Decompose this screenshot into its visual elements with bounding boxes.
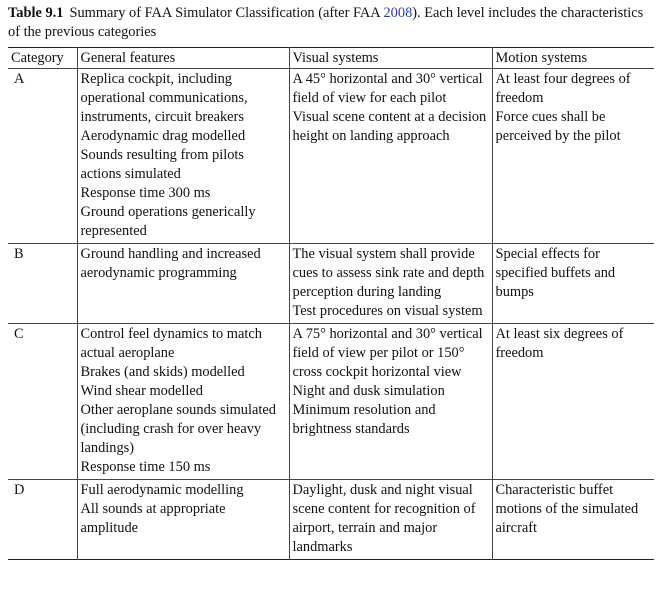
feature-item: Aerodynamic drag modelled (80, 128, 246, 144)
motion-item: Force cues shall be perceived by the pilot (495, 109, 621, 144)
visual-systems-cell (289, 69, 492, 244)
citation-link[interactable]: 2008 (383, 5, 413, 21)
motion-systems-cell (492, 480, 654, 560)
feature-item: Wind shear modelled (80, 383, 204, 399)
faa-classification-table (8, 47, 654, 560)
visual-item: The visual system shall provide cues to assess sink rate and depth perception during landing (292, 246, 485, 300)
motion-item: Special effects for specified buffets and bumps (495, 246, 616, 300)
motion-systems-cell (492, 244, 654, 324)
header-motion-systems: Motion systems (492, 48, 654, 69)
table-row (8, 324, 654, 480)
feature-item: Response time 150 ms (80, 459, 211, 475)
header-category: Category (11, 50, 64, 66)
visual-item: Minimum resolution and brightness standards (292, 402, 436, 437)
motion-systems-cell (492, 69, 654, 244)
feature-item: Control feel dynamics to match actual aeroplane (80, 326, 262, 361)
motion-systems-cell (492, 324, 654, 480)
visual-item: Daylight, dusk and night visual scene content for recognition of airport, terrain and major landmarks (292, 482, 476, 555)
feature-item: Response time 300 ms (80, 185, 211, 201)
table-row (8, 480, 654, 560)
feature-item: Replica cockpit, including operational communications, instruments, circuit breakers (80, 71, 248, 125)
motion-item: At least four degrees of freedom (495, 71, 631, 106)
motion-item: Characteristic buffet motions of the simulated aircraft (495, 482, 639, 536)
table-row (8, 69, 654, 244)
header-visual-systems: Visual systems (289, 48, 492, 69)
feature-item: Full aerodynamic modelling (80, 482, 244, 498)
category-cell: A (14, 71, 25, 87)
category-cell: C (14, 326, 24, 342)
visual-systems-cell (289, 244, 492, 324)
caption-text-before: Summary of FAA Simulator Classification (after FAA (69, 5, 384, 21)
motion-item: At least six degrees of freedom (495, 326, 624, 361)
visual-systems-cell (289, 324, 492, 480)
header-general-features: General features (77, 48, 289, 69)
visual-item: Visual scene content at a decision height on landing approach (292, 109, 487, 144)
feature-item: Ground operations generically represented (80, 204, 256, 239)
header-row (8, 48, 654, 69)
general-features-cell (77, 244, 289, 324)
visual-item: A 45° horizontal and 30° vertical field of view for each pilot (292, 71, 483, 106)
feature-item: Sounds resulting from pilots actions simulated (80, 147, 244, 182)
table-label: Table 9.1 (8, 5, 64, 21)
feature-item: Ground handling and increased aerodynamic programming (80, 246, 261, 281)
visual-item: A 75° horizontal and 30° vertical field of view per pilot or 150° cross cockpit horizontal view (292, 326, 483, 380)
feature-item: Brakes (and skids) modelled (80, 364, 245, 380)
table-row (8, 244, 654, 324)
category-cell: D (14, 482, 25, 498)
caption-text-after: ). Each level includes the characteristics of the previous categories (8, 5, 644, 40)
category-cell: B (14, 246, 24, 262)
general-features-cell (77, 480, 289, 560)
visual-item: Night and dusk simulation (292, 383, 445, 399)
visual-systems-cell (289, 480, 492, 560)
table-caption (8, 4, 654, 42)
visual-item: Test procedures on visual system (292, 303, 483, 319)
general-features-cell (77, 69, 289, 244)
feature-item: All sounds at appropriate amplitude (80, 501, 226, 536)
feature-item: Other aeroplane sounds simulated (including crash for over heavy landings) (80, 402, 276, 456)
general-features-cell (77, 324, 289, 480)
